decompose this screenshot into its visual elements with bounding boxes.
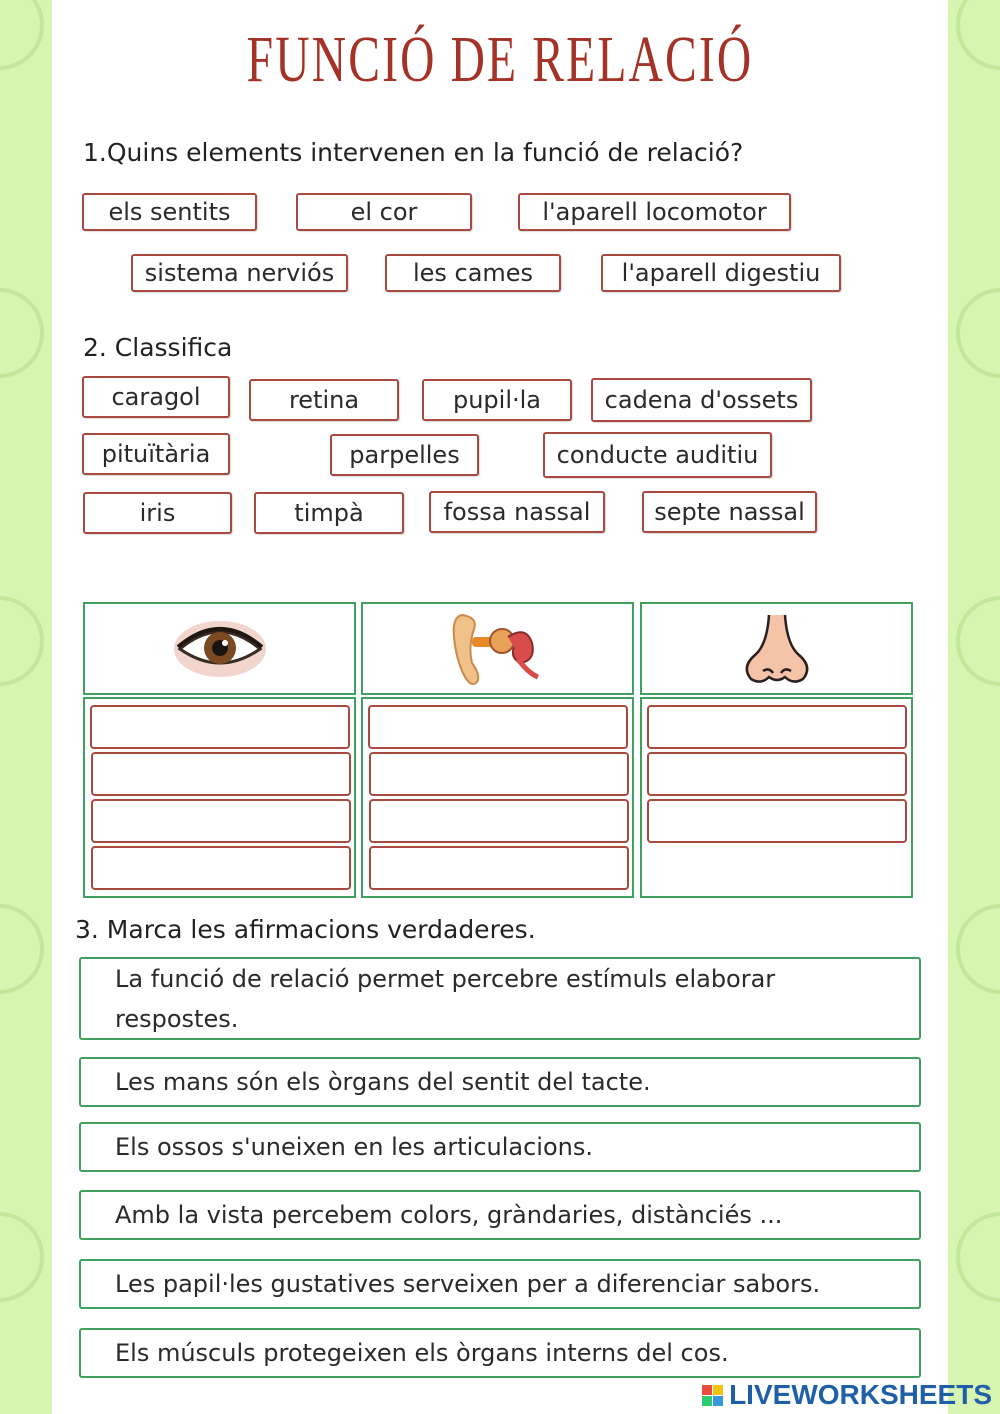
statement-checkbox[interactable]: Les mans són els òrgans del sentit del tacte.	[79, 1057, 921, 1107]
decorative-ring	[0, 0, 44, 70]
draggable-word[interactable]: retina	[249, 379, 399, 421]
statement-checkbox[interactable]: La funció de relació permet percebre estímuls elaborar respostes.	[79, 957, 921, 1040]
drop-slot[interactable]	[647, 705, 907, 749]
statement-checkbox[interactable]: Els músculs protegeixen els òrgans interns del cos.	[79, 1328, 921, 1378]
decorative-ring	[956, 288, 1000, 378]
option-chip[interactable]: sistema nerviós	[131, 254, 348, 292]
option-chip[interactable]: l'aparell locomotor	[518, 193, 791, 231]
draggable-word[interactable]: parpelles	[330, 434, 479, 476]
draggable-word[interactable]: cadena d'ossets	[591, 378, 812, 422]
drop-slot[interactable]	[91, 799, 351, 843]
draggable-word[interactable]: septe nassal	[642, 491, 817, 533]
decorative-ring	[956, 1212, 1000, 1302]
draggable-word[interactable]: conducte auditiu	[543, 432, 772, 478]
drop-slot[interactable]	[369, 846, 629, 890]
decorative-ring	[956, 0, 1000, 70]
nose-icon	[737, 609, 817, 689]
draggable-word[interactable]: pituïtària	[82, 433, 230, 475]
statement-checkbox[interactable]: Amb la vista percebem colors, gràndaries, distànciés ...	[79, 1190, 921, 1240]
question-2-text: 2. Classifica	[83, 333, 233, 362]
drop-slot[interactable]	[369, 799, 629, 843]
ear-icon	[448, 607, 548, 691]
decorative-ring	[0, 288, 44, 378]
decorative-ring	[0, 596, 44, 686]
ear-drop-column	[361, 697, 634, 898]
draggable-word[interactable]: iris	[83, 492, 232, 534]
ear-column-header	[361, 602, 634, 695]
drop-slot[interactable]	[368, 705, 628, 749]
option-chip[interactable]: l'aparell digestiu	[601, 254, 841, 292]
decorative-ring	[0, 904, 44, 994]
brand-text: LIVEWORKSHEETS	[729, 1379, 992, 1410]
draggable-word[interactable]: pupil·la	[422, 379, 572, 421]
nose-drop-column	[640, 697, 913, 898]
question-1-text: 1.Quins elements intervenen en la funció de relació?	[83, 138, 744, 167]
draggable-word[interactable]: caragol	[82, 376, 230, 418]
decorative-ring	[0, 1212, 44, 1302]
drop-slot[interactable]	[91, 846, 351, 890]
statement-checkbox[interactable]: Les papil·les gustatives serveixen per a diferenciar sabors.	[79, 1259, 921, 1309]
drop-slot[interactable]	[647, 799, 907, 843]
option-chip[interactable]: les cames	[385, 254, 561, 292]
statement-checkbox[interactable]: Els ossos s'uneixen en les articulacions.	[79, 1122, 921, 1172]
drop-slot[interactable]	[91, 752, 351, 796]
eye-drop-column	[83, 697, 356, 898]
brand-logo-icon	[702, 1385, 723, 1406]
eye-column-header	[83, 602, 356, 695]
drop-slot[interactable]	[647, 752, 907, 796]
draggable-word[interactable]: timpà	[254, 492, 404, 534]
drop-slot[interactable]	[369, 752, 629, 796]
question-3-text: 3. Marca les afirmacions verdaderes.	[75, 915, 536, 944]
option-chip[interactable]: el cor	[296, 193, 472, 231]
brand-watermark	[702, 1380, 992, 1410]
decorative-ring	[956, 596, 1000, 686]
option-chip[interactable]: els sentits	[82, 193, 257, 231]
page-title: FUNCIÓ DE RELACIÓ	[246, 23, 754, 96]
draggable-word[interactable]: fossa nassal	[429, 491, 605, 533]
eye-icon	[170, 617, 270, 681]
nose-column-header	[640, 602, 913, 695]
decorative-ring	[956, 904, 1000, 994]
drop-slot[interactable]	[90, 705, 350, 749]
